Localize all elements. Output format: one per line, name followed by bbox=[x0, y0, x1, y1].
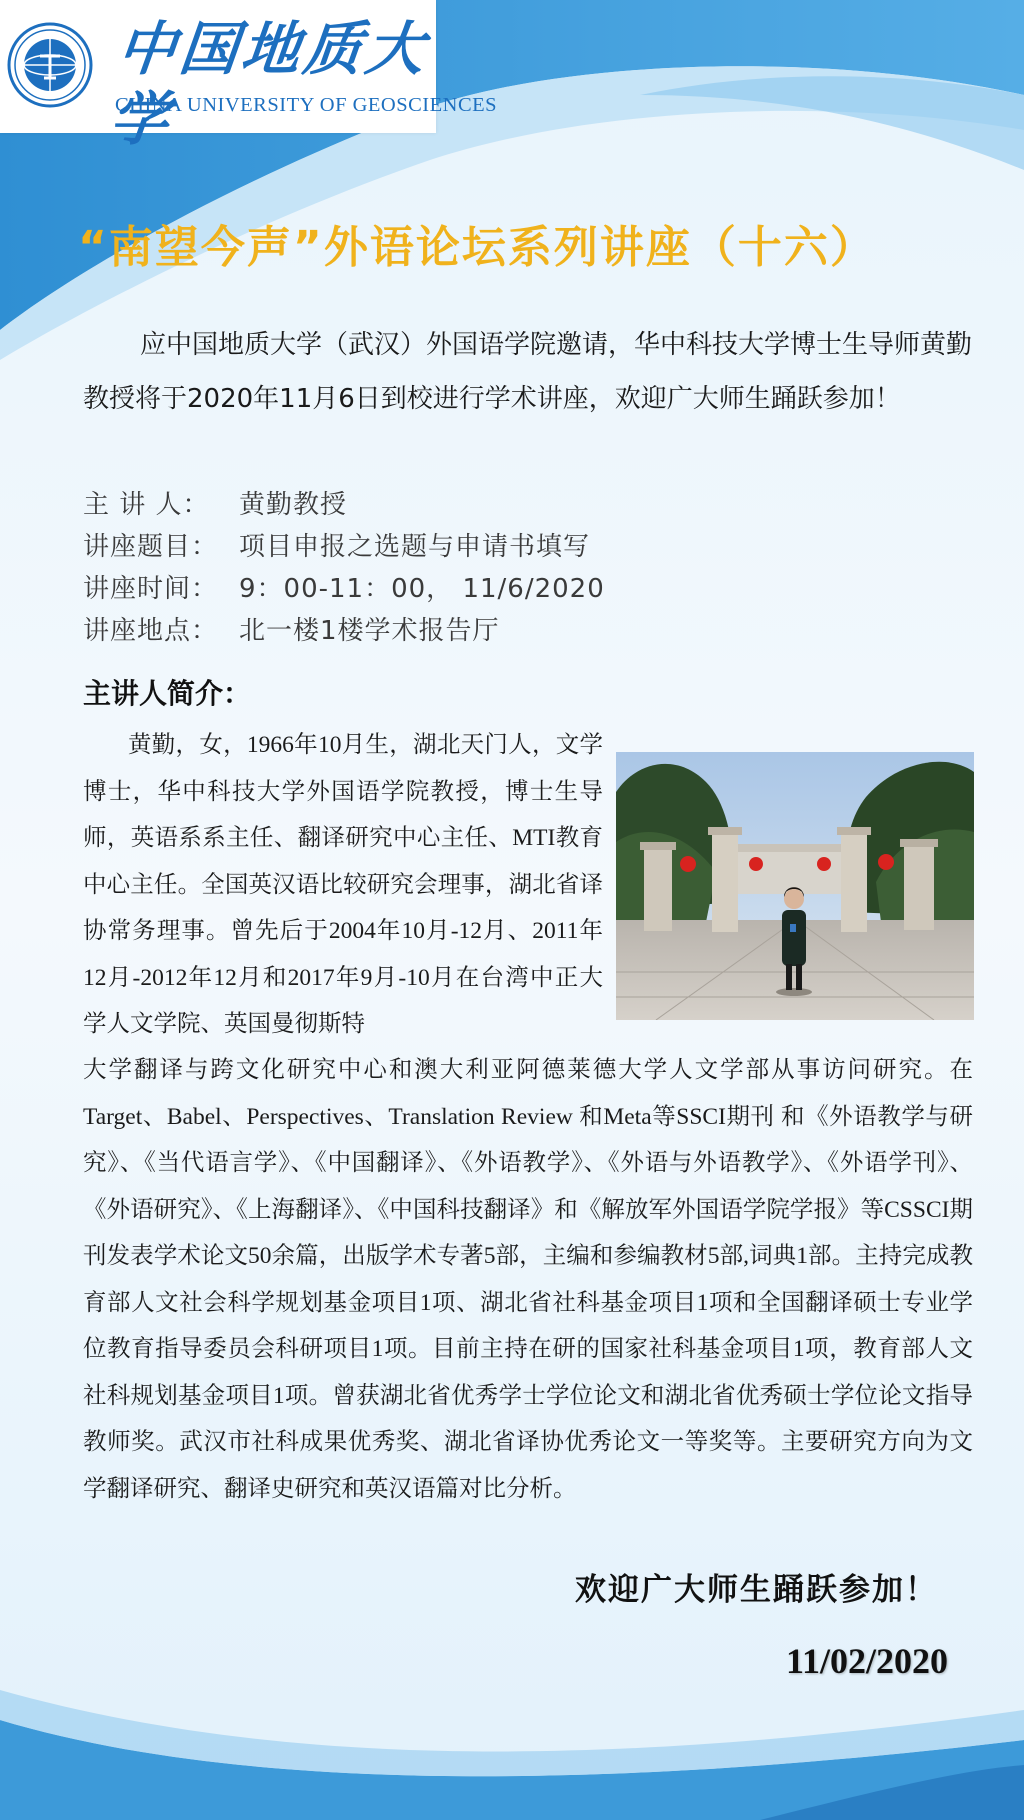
intro-paragraph: 应中国地质大学（武汉）外国语学院邀请，华中科技大学博士生导师黄勤教授将于2020年11月6日到校进行学术讲座，欢迎广大师生踊跃参加！ bbox=[83, 330, 973, 414]
university-name-en: CHINA UNIVERSITY OF GEOSCIENCES bbox=[115, 94, 498, 116]
info-label: 讲座时间： bbox=[83, 574, 219, 604]
university-name-cn: 中国地质大学 bbox=[106, 15, 432, 153]
lecture-info bbox=[83, 484, 963, 652]
info-value: 9：00-11：00， 11/6/2020 bbox=[239, 574, 605, 604]
info-row-speaker bbox=[83, 484, 963, 526]
university-seal-icon bbox=[6, 12, 94, 118]
speaker-photo bbox=[616, 752, 974, 1020]
info-label: 主 讲 人： bbox=[83, 490, 210, 520]
info-row-location bbox=[83, 610, 963, 652]
info-value: 黄勤教授 bbox=[239, 490, 348, 520]
poster-date: 11/02/2020 bbox=[786, 1641, 949, 1681]
bio-paragraph-part1: 黄勤，女，1966年10月生，湖北天门人，文学博士，华中科技大学外国语学院教授，博士生导师，英语系系主任、翻译研究中心主任、MTI教育中心主任。全国英汉语比较研究会理事，湖北省译协常务理事。曾先后于2004年10月-12月、2011年12月-2012年12月和2017年9月-10月在台湾中正大学人文学院、英国曼彻斯特 bbox=[83, 732, 603, 1037]
info-value: 项目申报之选题与申请书填写 bbox=[239, 532, 591, 562]
info-value: 北一楼1楼学术报告厅 bbox=[239, 616, 500, 646]
closing-invitation: 欢迎广大师生踊跃参加！ bbox=[575, 1572, 938, 1608]
info-label: 讲座地点： bbox=[83, 616, 219, 646]
info-row-topic bbox=[83, 526, 963, 568]
info-label: 讲座题目： bbox=[83, 532, 219, 562]
lecture-title: “南望今声”外语论坛系列讲座（十六） bbox=[78, 222, 876, 273]
university-logo bbox=[0, 0, 498, 153]
bio-paragraph-part2: 大学翻译与跨文化研究中心和澳大利亚阿德莱德大学人文学部从事访问研究。在Target、Babel、Perspectives、Translation Review 和Meta等SSCI期刊 和《外语教学与研究》、《当代语言学》、《中国翻译》、《外语教学》、《外语与外语教学》、《外语学刊》、《外语研究》、《上海翻译》、《中国科技翻译》和《解放军外国语学院学报》等CSSCI期刊发表学术论文50余篇，出版学术专著5部，主编和参编教材5部,词典1部。主持完成教育部人文社会科学规划基金项目1项、湖北省社科基金项目1项和全国翻译硕士专业学位教育指导委员会科研项目1项。目前主持在研的国家社科基金项目1项，教育部人文社科规划基金项目1项。曾获湖北省优秀学士学位论文和湖北省优秀硕士学位论文指导教师奖。武汉市社科成果优秀奖、湖北省译协优秀论文一等奖等。主要研究方向为文学翻译研究、翻译史研究和英汉语篇对比分析。 bbox=[83, 1057, 973, 1502]
bio-heading: 主讲人简介： bbox=[83, 677, 252, 710]
info-row-time bbox=[83, 568, 963, 610]
